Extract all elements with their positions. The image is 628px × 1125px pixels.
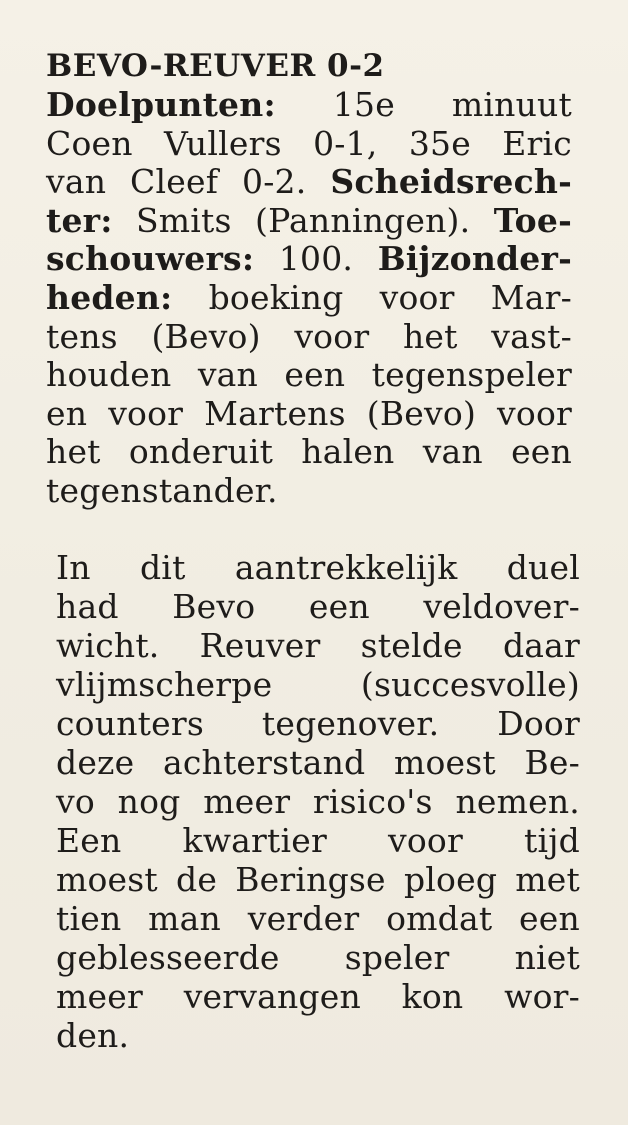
- word: een: [308, 587, 370, 626]
- word: nemen.: [455, 782, 580, 821]
- word: tijd: [524, 821, 580, 860]
- word: houden: [46, 355, 172, 395]
- bold-label: Toe-: [493, 200, 572, 240]
- word: kwartier: [182, 821, 327, 860]
- word: meer: [56, 977, 143, 1016]
- word: (Bevo): [151, 316, 261, 356]
- word: In: [56, 548, 91, 587]
- summary-line: [46, 240, 572, 279]
- word: voor: [379, 277, 455, 317]
- word: van: [422, 432, 483, 472]
- summary-line: [46, 163, 572, 202]
- word: risico's: [312, 782, 433, 821]
- word: 35e: [408, 123, 471, 163]
- word: (succesvolle): [360, 665, 580, 704]
- word: Martens: [204, 393, 346, 433]
- match-headline: BEVO-REUVER 0-2: [46, 48, 385, 84]
- word: man: [148, 899, 221, 938]
- word: dit: [139, 548, 186, 587]
- report-line: [56, 704, 580, 743]
- report-paragraph: [56, 548, 580, 1055]
- word: Vullers: [164, 123, 282, 163]
- word: Mar-: [490, 277, 572, 317]
- word: Cleef: [130, 162, 219, 202]
- word: 0-2.: [242, 162, 307, 202]
- bold-label: Doelpunten:: [46, 85, 276, 124]
- report-line: [56, 587, 580, 626]
- word: tegenstander.: [46, 470, 278, 510]
- report-line: [56, 899, 580, 938]
- word: wicht.: [56, 626, 160, 665]
- word: met: [515, 860, 580, 899]
- word: onderuit: [128, 432, 274, 472]
- bold-label: Scheidsrech-: [330, 162, 572, 202]
- word: moest: [56, 860, 158, 899]
- summary-line: [46, 318, 572, 357]
- word: vlijmscherpe: [56, 665, 273, 704]
- summary-line: [46, 279, 572, 318]
- word: kon: [401, 977, 464, 1016]
- word: geblesseerde: [56, 938, 280, 977]
- word: tegenover.: [261, 704, 440, 743]
- word: tien: [56, 899, 122, 938]
- word: halen: [301, 432, 395, 472]
- word: (Bevo): [366, 393, 477, 433]
- report-line: [56, 548, 580, 587]
- word: daar: [502, 626, 580, 665]
- word: vast-: [491, 316, 572, 356]
- word: verder: [247, 899, 360, 938]
- word: Beringse: [235, 860, 386, 899]
- word: 0-1,: [313, 123, 378, 163]
- word: 100.: [278, 239, 354, 279]
- summary-line: [46, 202, 572, 241]
- word: van: [197, 355, 258, 395]
- word: stelde: [360, 626, 463, 665]
- word: een: [284, 355, 346, 395]
- word: voor: [388, 821, 463, 860]
- word: vervangen: [183, 977, 361, 1016]
- report-line: [56, 626, 580, 665]
- word: duel: [506, 548, 580, 587]
- bold-label: schouwers:: [46, 239, 255, 279]
- word: moest: [393, 743, 496, 782]
- match-summary: [46, 46, 572, 511]
- summary-line: [46, 395, 572, 434]
- word: Reuver: [199, 626, 321, 665]
- word: den.: [56, 1016, 130, 1055]
- word: achterstand: [162, 743, 366, 782]
- word: meer: [203, 782, 291, 821]
- word: omdat: [386, 899, 493, 938]
- word: Smits: [136, 200, 232, 240]
- word: minuut: [451, 85, 572, 124]
- bold-label: ter:: [46, 200, 113, 240]
- word: Eric: [502, 123, 572, 163]
- word: tegenspeler: [371, 355, 572, 395]
- word: wor-: [504, 977, 580, 1016]
- report-line: [56, 665, 580, 704]
- word: Door: [497, 704, 580, 743]
- summary-line: [46, 125, 572, 164]
- word: voor: [108, 393, 184, 433]
- word: niet: [514, 938, 580, 977]
- report-line: [56, 860, 580, 899]
- word: het: [402, 316, 458, 356]
- word: vo: [56, 782, 95, 821]
- summary-line: [46, 433, 572, 472]
- word: een: [519, 899, 580, 938]
- word: de: [176, 860, 218, 899]
- word: een: [511, 432, 572, 472]
- summary-line: [46, 86, 572, 125]
- summary-line: [46, 356, 572, 395]
- report-line: [56, 782, 580, 821]
- summary-paragraph: [46, 86, 572, 511]
- word: deze: [56, 743, 135, 782]
- word: Een: [56, 821, 122, 860]
- word: tens: [46, 316, 118, 356]
- word: counters: [56, 704, 204, 743]
- word: veldover-: [423, 587, 580, 626]
- report-line: [56, 1016, 580, 1055]
- word: het: [46, 432, 101, 472]
- word: 15e: [332, 85, 395, 124]
- word: Coen: [46, 123, 133, 163]
- word: Bevo: [172, 587, 256, 626]
- word: en: [46, 393, 88, 433]
- word: speler: [344, 938, 450, 977]
- word: aantrekkelijk: [234, 548, 458, 587]
- match-report: [56, 548, 580, 1055]
- report-line: [56, 743, 580, 782]
- word: voor: [294, 316, 370, 356]
- report-line: [56, 938, 580, 977]
- bold-label: Bijzonder-: [377, 239, 572, 279]
- word: had: [56, 587, 119, 626]
- word: nog: [117, 782, 181, 821]
- word: Be-: [524, 743, 580, 782]
- word: (Panningen).: [255, 200, 471, 240]
- report-line: [56, 977, 580, 1016]
- word: boeking: [208, 277, 344, 317]
- report-line: [56, 821, 580, 860]
- word: van: [46, 162, 107, 202]
- bold-label: heden:: [46, 277, 173, 317]
- word: voor: [497, 393, 572, 433]
- word: ploeg: [403, 860, 498, 899]
- summary-line: [46, 472, 572, 511]
